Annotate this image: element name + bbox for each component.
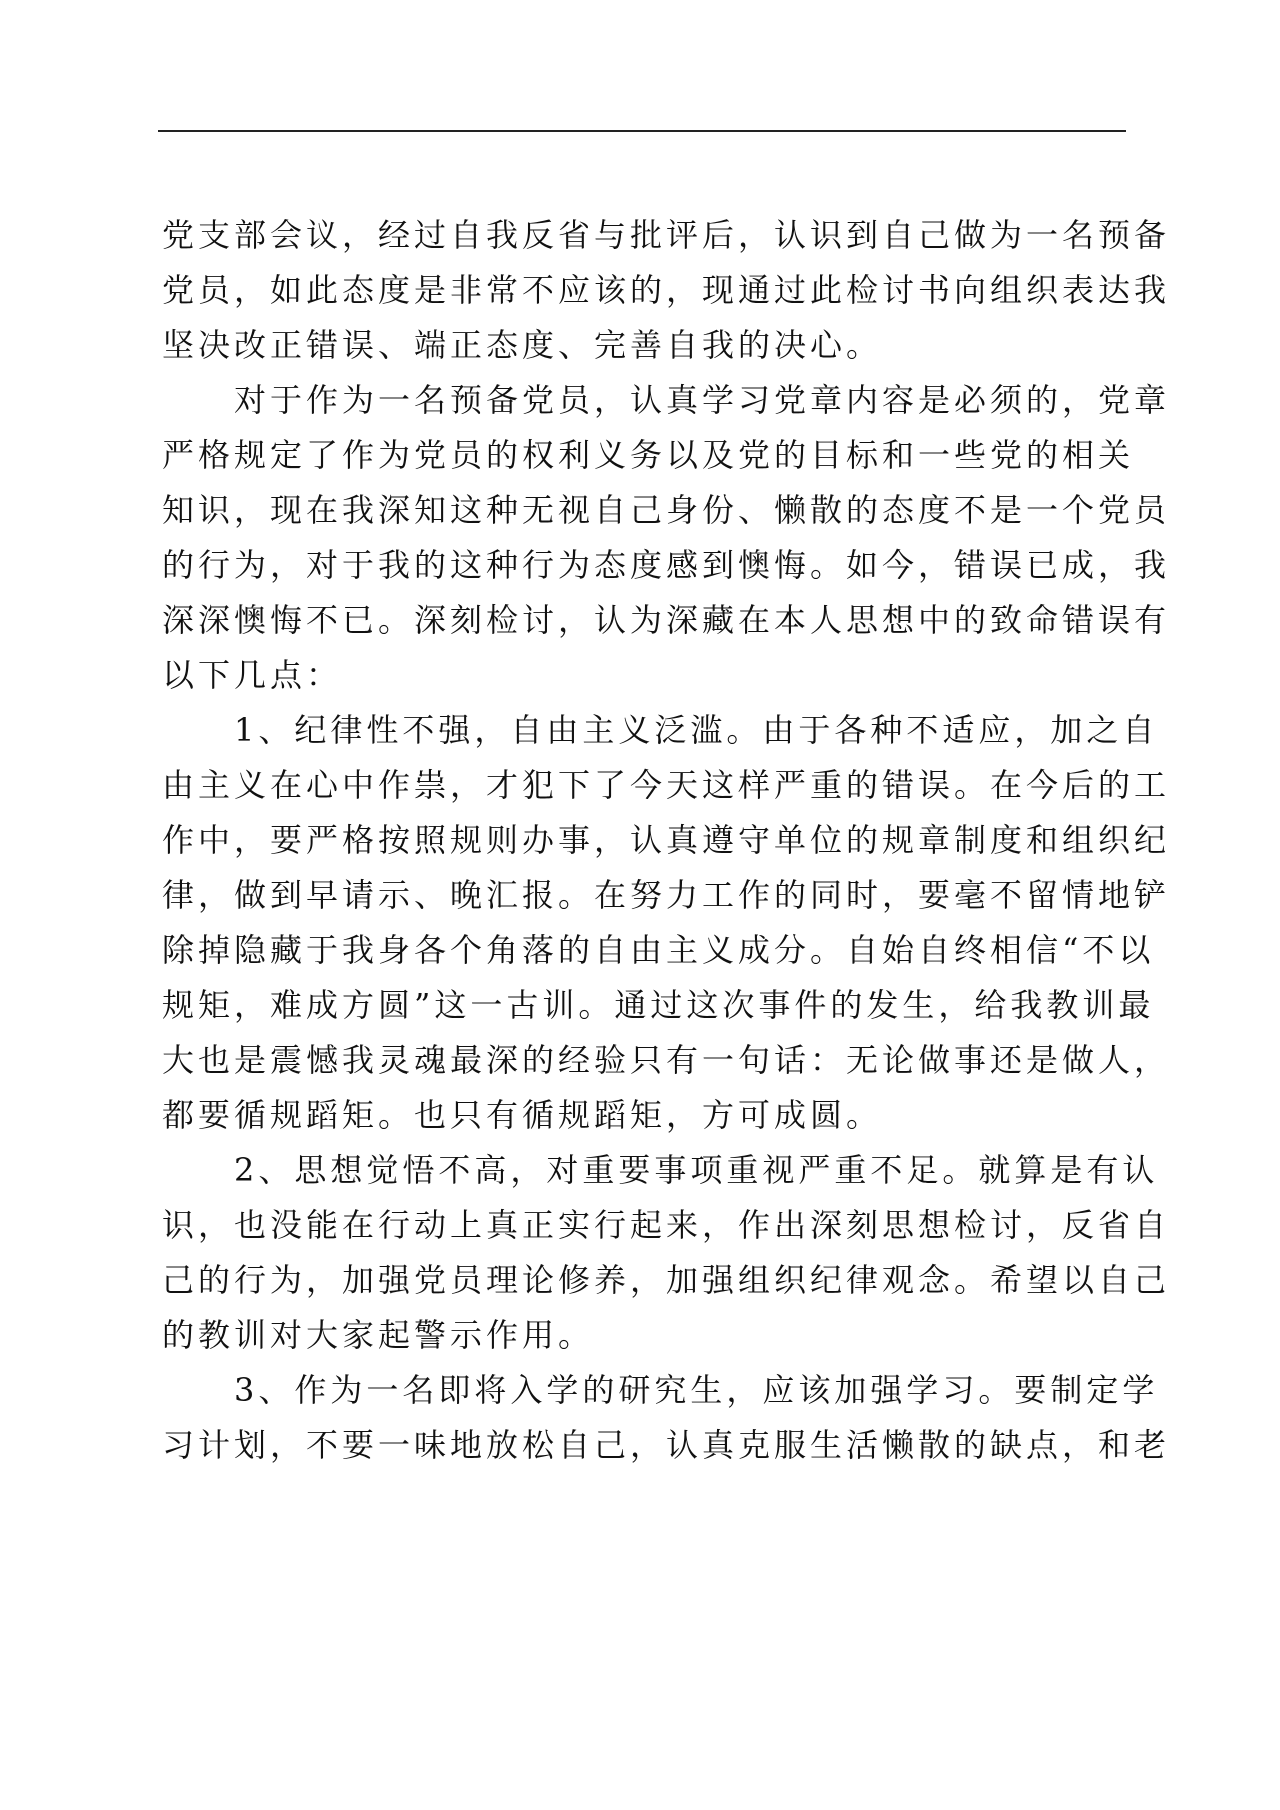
document-body — [162, 208, 1171, 1473]
text-line: 律，做到早请示、晚汇报。在努力工作的同时，要毫不留情地铲 — [162, 876, 1171, 914]
text-line: 知识，现在我深知这种无视自己身份、懒散的态度不是一个党员 — [162, 491, 1171, 529]
text-line: 以下几点： — [162, 656, 343, 694]
text-line: 深深懊悔不已。深刻检讨，认为深藏在本人思想中的致命错误有 — [162, 601, 1171, 639]
text-line: 识，也没能在行动上真正实行起来，作出深刻思想检讨，反省自 — [162, 1206, 1171, 1244]
text-line: 习计划，不要一味地放松自己，认真克服生活懒散的缺点，和老 — [162, 1426, 1171, 1464]
text-line: 坚决改正错误、端正态度、完善自我的决心。 — [162, 326, 883, 364]
header-rule — [158, 130, 1126, 132]
text-line: 3、作为一名即将入学的研究生，应该加强学习。要制定学 — [234, 1371, 1159, 1409]
text-line: 都要循规蹈矩。也只有循规蹈矩，方可成圆。 — [162, 1096, 883, 1134]
text-line: 规矩，难成方圆”这一古训。通过这次事件的发生，给我教训最 — [162, 986, 1155, 1024]
text-line: 党支部会议，经过自我反省与批评后，认识到自己做为一名预备 — [162, 216, 1171, 254]
text-line: 2、思想觉悟不高，对重要事项重视严重不足。就算是有认 — [234, 1151, 1159, 1189]
text-line: 1、纪律性不强，自由主义泛滥。由于各种不适应，加之自 — [234, 711, 1159, 749]
text-line: 党员，如此态度是非常不应该的，现通过此检讨书向组织表达我 — [162, 271, 1171, 309]
text-line: 由主义在心中作祟，才犯下了今天这样严重的错误。在今后的工 — [162, 766, 1171, 804]
text-line: 除掉隐藏于我身各个角落的自由主义成分。自始自终相信“不以 — [162, 931, 1155, 969]
text-line: 作中，要严格按照规则办事，认真遵守单位的规章制度和组织纪 — [162, 821, 1171, 859]
text-line: 严格规定了作为党员的权利义务以及党的目标和一些党的相关 — [162, 436, 1135, 474]
text-line: 的教训对大家起警示作用。 — [162, 1316, 595, 1354]
text-line: 对于作为一名预备党员，认真学习党章内容是必须的，党章 — [234, 381, 1171, 419]
text-line: 己的行为，加强党员理论修养，加强组织纪律观念。希望以自己 — [162, 1261, 1171, 1299]
text-line: 大也是震憾我灵魂最深的经验只有一句话：无论做事还是做人， — [162, 1041, 1171, 1079]
text-line: 的行为，对于我的这种行为态度感到懊悔。如今，错误已成，我 — [162, 546, 1171, 584]
